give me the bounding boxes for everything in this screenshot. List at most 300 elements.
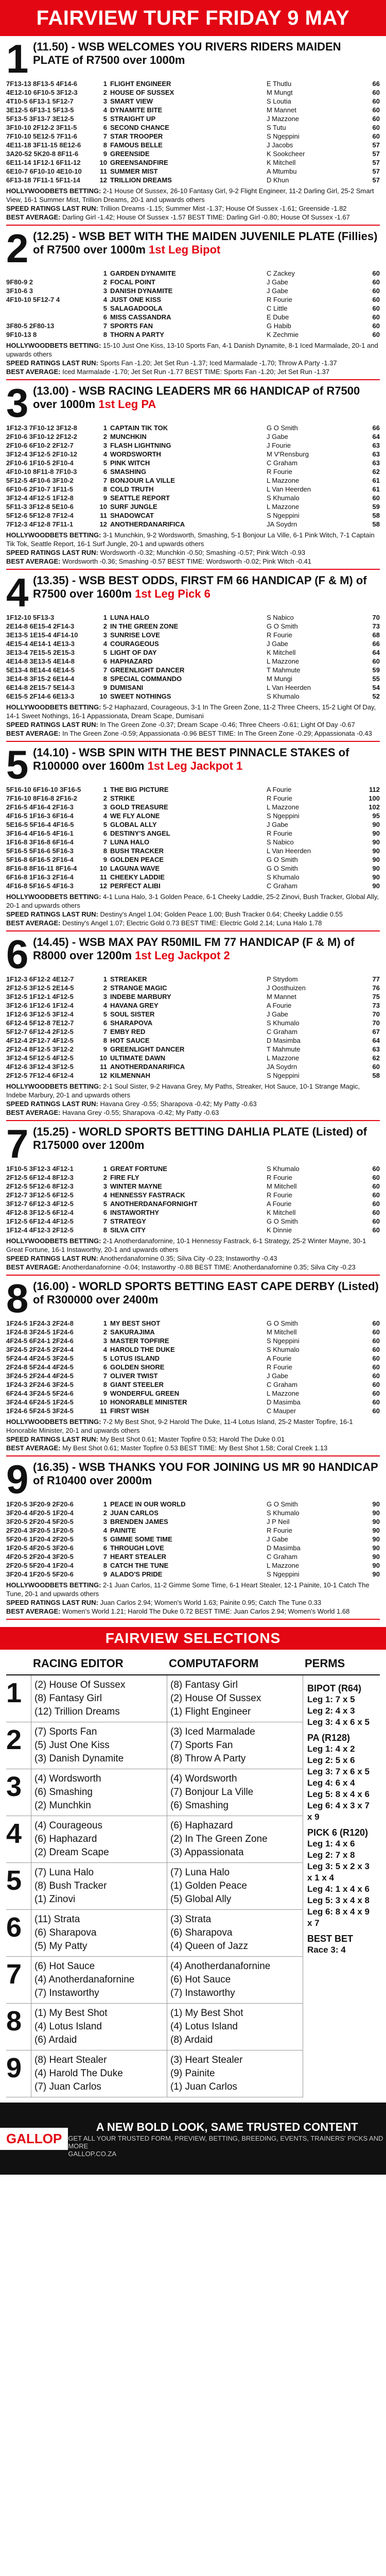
runner-row xyxy=(6,1036,380,1045)
runner-rating: 64 xyxy=(372,649,380,656)
runner-number: 4 xyxy=(103,1191,107,1199)
runner-jockey: J Oosthuizen xyxy=(267,984,306,992)
note-text: Wordsworth -0.32; Munchkin -0.50; Smashing -0.57; Pink Witch -0.93 xyxy=(100,549,306,556)
note-label: SPEED RATINGS LAST RUN: xyxy=(6,1599,98,1606)
runner-number: 2 xyxy=(103,1509,107,1517)
perm-line: Leg 4: 1 x 4 x 6 xyxy=(307,1884,370,1894)
runner-jockey: E Dube xyxy=(267,313,289,321)
race-header xyxy=(6,1121,380,1166)
runner-rating: 90 xyxy=(372,1562,380,1569)
note-label: BEST AVERAGE: xyxy=(6,1109,61,1116)
runner-number: 5 xyxy=(103,1535,107,1543)
runner-rating: 60 xyxy=(372,287,380,295)
selection-pick: (8) Fantasy Girl xyxy=(34,1693,102,1704)
runner-rating: 54 xyxy=(372,684,380,691)
runner-rating: 112 xyxy=(369,786,380,793)
race-number: 1 xyxy=(6,36,29,81)
runner-number: 6 xyxy=(103,1363,107,1371)
runner-jockey: J Gabe xyxy=(267,1010,288,1018)
note-text: In The Green Zone -0.59; Appassionata -0.96 BEST TIME: In The Green Zone -0.29; Appassionata -0.43 xyxy=(62,730,372,737)
runner-rating: 60 xyxy=(372,1381,380,1388)
race-block xyxy=(6,36,380,226)
selection-pick: (2) Dream Scape xyxy=(34,1847,109,1858)
runner-row xyxy=(6,450,380,459)
runner-name: THORN A PARTY xyxy=(110,331,164,338)
runner-jockey: R Fourie xyxy=(267,1363,292,1371)
runner-number: 1 xyxy=(103,1500,107,1508)
runner-form: 2F12-5 5F12-6 8F12-3 xyxy=(6,1182,74,1190)
note-label: SPEED RATINGS LAST RUN: xyxy=(6,1435,98,1443)
runner-number: 9 xyxy=(103,150,107,158)
selection-pick: (5) Global Ally xyxy=(170,1894,232,1905)
selection-pick: (1) Flight Engineer xyxy=(170,1706,251,1717)
runner-number: 6 xyxy=(103,1209,107,1216)
selection-pick: (4) Lotus Island xyxy=(170,2021,238,2032)
runner-row xyxy=(6,992,380,1001)
runner-jockey: M Mannet xyxy=(267,993,296,1001)
runner-rating: 60 xyxy=(372,1337,380,1345)
runner-rating: 100 xyxy=(369,794,380,802)
runner-name: FIRE FLY xyxy=(110,1174,139,1181)
runner-name: TRILLION DREAMS xyxy=(110,176,172,184)
runner-form: 4E14-8 3E13-5 4E14-8 xyxy=(6,657,75,665)
runner-number: 3 xyxy=(103,442,107,449)
selection-race-number: 2 xyxy=(6,1722,31,1769)
runner-rating: 60 xyxy=(372,1200,380,1208)
selections-header: RACING EDITOR xyxy=(31,1653,167,1675)
runner-form: 4F16-8 5F16-5 4F16-3 xyxy=(6,882,74,890)
race-block xyxy=(6,570,380,742)
runner-form: 6F13-18 7F11-1 5F11-14 xyxy=(6,176,80,184)
perm-line: Leg 3: 5 x 2 x 3 x 1 x 4 xyxy=(307,1861,370,1883)
runner-name: HAROLD THE DUKE xyxy=(110,1346,175,1353)
runner-rating: 60 xyxy=(372,1354,380,1362)
runner-row xyxy=(6,1319,380,1328)
note-label: HOLLYWOODBETS BETTING: xyxy=(6,187,101,195)
runner-row xyxy=(6,313,380,321)
runner-name: DYNAMITE BITE xyxy=(110,106,163,114)
runner-number: 11 xyxy=(100,1407,107,1415)
race-note xyxy=(6,1263,380,1272)
runner-jockey: T Mahmute xyxy=(267,666,301,674)
runner-name: SECOND CHANCE xyxy=(110,124,169,131)
runner-rating: 57 xyxy=(372,141,380,149)
race-header xyxy=(6,570,380,615)
runner-name: GREENSIDE xyxy=(110,150,150,158)
runner-form: 3F12-7 6F12-3 4F12-5 xyxy=(6,1200,74,1208)
selection-pick: (3) Danish Dynamite xyxy=(34,1753,124,1764)
race-notes xyxy=(6,1417,380,1452)
race-note xyxy=(6,367,380,376)
runner-name: GOLD TREASURE xyxy=(110,803,168,811)
runner-jockey: C Graham xyxy=(267,1553,297,1561)
runner-row xyxy=(6,622,380,631)
runner-row xyxy=(6,286,380,295)
runner-jockey: M Mannet xyxy=(267,106,296,114)
runner-rating: 90 xyxy=(372,1509,380,1517)
runner-row xyxy=(6,639,380,648)
runner-name: MY BEST SHOT xyxy=(110,1319,161,1327)
runner-name: SUNRISE LOVE xyxy=(110,631,160,639)
selection-pick: (4) Wordsworth xyxy=(170,1773,237,1784)
race-number: 8 xyxy=(6,1276,29,1321)
perm-line: Leg 2: 4 x 3 xyxy=(307,1706,355,1716)
race-leg-label: 1st Leg Bipot xyxy=(149,243,221,256)
runner-rating: 70 xyxy=(372,1019,380,1027)
runner-rating: 63 xyxy=(372,450,380,458)
runner-name: FOCAL POINT xyxy=(110,278,155,286)
selections-header-blank xyxy=(6,1653,31,1675)
perm-line: Leg 5: 8 x 4 x 6 xyxy=(307,1789,370,1799)
selection-pick: (4) Harold The Duke xyxy=(34,2068,123,2079)
note-text: 4-1 Luna Halo, 3-1 Golden Peace, 6-1 Cheeky Laddie, 25-2 Zinovi, Bush Tracker, Global Ally, 20-1 and upwards others xyxy=(6,893,379,909)
note-text: 2-1 Soul Sister, 9-2 Havana Grey, My Paths, Streaker, Hot Sauce, 10-1 Strange Magic, Indebe Marbury, 20-1 and upwards others xyxy=(6,1082,360,1099)
runner-form: 3F80-5 2F80-13 xyxy=(6,322,55,330)
race-leg-label: 1st Leg PA xyxy=(98,398,156,411)
ad-subtext: GET ALL YOUR TRUSTED FORM, PREVIEW, BETTING, BREEDING, EVENTS, TRAINERS' PICKS AND MORE xyxy=(68,2134,383,2150)
runner-rating: 95 xyxy=(372,812,380,820)
selection-race-number: 6 xyxy=(6,1910,31,1957)
runner-form: 5F12-5 4F10-6 3F10-2 xyxy=(6,477,74,484)
runner-form: 9F10-13 8 xyxy=(6,331,37,338)
runner-form: 4F10-10 5F12-7 4 xyxy=(6,296,60,303)
note-text: 5-2 Haphazard, Courageous, 3-1 In The Green Zone, 11-2 Three Cheers, 15-2 Light Of Day, 14-1 Sweet Nothings, 16-1 Appassionata, Dream Scape, Dumisani xyxy=(6,703,376,720)
runner-row xyxy=(6,692,380,701)
race-notes xyxy=(6,341,380,376)
runner-name: COURAGEOUS xyxy=(110,640,159,648)
runner-form: 4F12-4 2F12-7 4F12-5 xyxy=(6,1037,74,1044)
runner-name: ANOTHERDANARIFICA xyxy=(110,520,185,528)
runner-jockey: A Fourie xyxy=(267,1354,292,1362)
runner-number: 1 xyxy=(103,786,107,793)
runner-jockey: R Fourie xyxy=(267,794,292,802)
runner-rating: 63 xyxy=(372,1045,380,1053)
race-title xyxy=(33,230,380,257)
runner-rating: 90 xyxy=(372,882,380,890)
runner-rating: 60 xyxy=(372,1217,380,1225)
runner-form: 1F24-8 3F24-5 1F24-6 xyxy=(6,1328,74,1336)
runner-rating: 55 xyxy=(372,675,380,683)
runner-rating: 64 xyxy=(372,433,380,440)
runner-name: SPECIAL COMMANDO xyxy=(110,675,182,683)
runner-row xyxy=(6,1062,380,1071)
runner-number: 7 xyxy=(103,1372,107,1380)
runner-row xyxy=(6,794,380,803)
runner-row xyxy=(6,269,380,278)
runner-form: 4E15-4 4E14-1 4E13-3 xyxy=(6,640,75,648)
selection-pick: (6) Ardaid xyxy=(34,2035,77,2045)
runner-number: 9 xyxy=(103,1570,107,1578)
race-title xyxy=(33,936,380,962)
runner-row xyxy=(6,1328,380,1336)
selection-pick: (1) My Best Shot xyxy=(34,2008,108,2019)
runner-row xyxy=(6,1363,380,1371)
runner-jockey: K Mitchell xyxy=(267,649,296,656)
runner-rating: 60 xyxy=(372,331,380,338)
race-note xyxy=(6,187,380,204)
race-header xyxy=(6,1276,380,1321)
runner-jockey: E Thutlu xyxy=(267,80,292,88)
runner-name: STRANGE MAGIC xyxy=(110,984,167,992)
runner-name: OLIVER TWIST xyxy=(110,1372,158,1380)
runner-rating: 61 xyxy=(372,477,380,484)
race-note xyxy=(6,204,380,213)
runner-name: MISS CASSANDRA xyxy=(110,313,171,321)
note-text: Havana Grey -0.55; Sharapova -0.42; My Patty -0.63 xyxy=(62,1109,219,1116)
runner-form: 5F12-6 5F12-8 7F12-4 xyxy=(6,512,74,519)
runner-form: 1F20-5 4F20-5 3F20-6 xyxy=(6,1544,74,1552)
note-label: BEST AVERAGE: xyxy=(6,1607,61,1615)
runner-form: 6F16-8 1F16-3 2F16-4 xyxy=(6,873,74,881)
runner-rating: 60 xyxy=(372,304,380,312)
runner-rating: 90 xyxy=(372,1535,380,1543)
runner-name: ANOTHERDANARIFICA xyxy=(110,1063,185,1071)
runner-form: 6E10-7 6F10-10 4E10-10 xyxy=(6,167,82,175)
note-text: 3-1 Munchkin, 9-2 Wordsworth, Smashing, 5-1 Bonjour La Ville, 6-1 Pink Witch, 7-1 Captain Tik Tok, Seattle Report, 16-1 Surf Jungle, 20-1 and upwards others xyxy=(6,531,375,548)
note-label: SPEED RATINGS LAST RUN: xyxy=(6,205,98,212)
runner-rating: 64 xyxy=(372,1037,380,1044)
race-leg-label: 1st Leg Pick 6 xyxy=(135,587,210,600)
runner-number: 6 xyxy=(103,657,107,665)
computaform-picks xyxy=(167,2050,303,2097)
racing-editor-picks xyxy=(31,1769,167,1816)
runner-rating: 90 xyxy=(372,1500,380,1508)
runner-form: 5F16-8 6F16-5 2F16-4 xyxy=(6,856,74,863)
runner-name: INDEBE MARBURY xyxy=(110,993,171,1001)
runner-number: 7 xyxy=(103,838,107,846)
selection-pick: (7) Instaworthy xyxy=(34,1988,99,1998)
runner-form: 1F24-6 5F24-5 3F24-5 xyxy=(6,1407,74,1415)
selections-header: PERMS xyxy=(303,1653,380,1675)
computaform-picks xyxy=(167,1910,303,1957)
runner-name: PINK WITCH xyxy=(110,459,150,467)
gallop-ad[interactable] xyxy=(0,2103,386,2175)
runner-number: 10 xyxy=(99,865,107,872)
runner-row xyxy=(6,485,380,494)
runner-rating: 66 xyxy=(372,424,380,432)
runner-form: 3F20-5 2F20-4 5F20-5 xyxy=(6,1518,74,1526)
runner-number: 1 xyxy=(103,975,107,983)
runner-name: GOLDEN PEACE xyxy=(110,856,164,863)
runner-row xyxy=(6,838,380,846)
runner-number: 8 xyxy=(103,141,107,149)
runner-form: 3E12-5 6F13-1 5F13-5 xyxy=(6,106,74,114)
note-text: 2-1 Anotherdanafornine, 10-1 Hennessy Fastrack, 6-1 Strategy, 25-2 Winter Mayne, 30-1 Great Fortune, 16-1 Instaworthy, 20-1 and upwards others xyxy=(6,1237,366,1253)
runner-form: 4E11-18 3F11-15 8E12-6 xyxy=(6,141,81,149)
runner-jockey: L Mazzone xyxy=(267,1389,300,1397)
note-label: SPEED RATINGS LAST RUN: xyxy=(6,721,98,728)
runner-jockey: K Sookcheer xyxy=(267,150,305,158)
runner-jockey: R Fourie xyxy=(267,829,292,837)
selection-pick: (3) Strata xyxy=(170,1914,212,1925)
computaform-picks xyxy=(167,1863,303,1910)
runner-name: STRATEGY xyxy=(110,1217,146,1225)
runner-number: 5 xyxy=(103,459,107,467)
perm-title: BEST BET xyxy=(307,1934,354,1944)
runner-list xyxy=(6,975,380,1080)
runner-number: 10 xyxy=(99,159,107,166)
note-text: Destiny's Angel 1.04; Golden Peace 1.00; Bush Tracker 0.64; Cheeky Laddie 0.55 xyxy=(100,910,343,918)
runner-rating: 57 xyxy=(372,167,380,175)
runner-number: 8 xyxy=(103,847,107,855)
runner-row xyxy=(6,1561,380,1570)
race-title-text: (16.00) - WORLD SPORTS BETTING EAST CAPE DERBY (Listed) of R300000 over 2400m xyxy=(33,1280,379,1306)
race-notes xyxy=(6,1236,380,1272)
selection-pick: (6) Hot Sauce xyxy=(34,1961,95,1972)
runner-jockey: A Fourie xyxy=(267,1200,292,1208)
runner-name: EMBY RED xyxy=(110,1028,146,1036)
note-label: BEST AVERAGE: xyxy=(6,730,61,737)
runner-jockey: J Mazzone xyxy=(267,115,299,123)
runner-row xyxy=(6,1010,380,1019)
runner-rating: 60 xyxy=(372,1407,380,1415)
runner-number: 1 xyxy=(103,269,107,277)
runner-rating: 90 xyxy=(372,1553,380,1561)
runner-form: 2F20-5 5F20-4 1F20-4 xyxy=(6,1562,74,1569)
selection-pick: (7) Instaworthy xyxy=(170,1988,235,1998)
runner-rating: 60 xyxy=(372,132,380,140)
runner-number: 6 xyxy=(103,468,107,476)
runner-form: 2F10-6 3F10-12 2F12-2 xyxy=(6,433,78,440)
runner-rating: 60 xyxy=(372,1191,380,1199)
runner-row xyxy=(6,1354,380,1363)
runner-row xyxy=(6,278,380,286)
runner-form: 7F13-13 8F13-5 4F14-6 xyxy=(6,80,78,88)
runner-number: 2 xyxy=(103,1174,107,1181)
runner-row xyxy=(6,1045,380,1054)
note-text: Trillion Dreams -1.15; Summer Mist -1.37; House Of Sussex -1.61; Greenside -1.82 xyxy=(100,205,347,212)
runner-number: 4 xyxy=(103,450,107,458)
runner-name: GLOBAL ALLY xyxy=(110,821,157,828)
selection-pick: (6) Smashing xyxy=(34,1787,93,1798)
runner-row xyxy=(6,984,380,992)
runner-name: CHEEKY LADDIE xyxy=(110,873,165,881)
ad-url[interactable]: GALLOP.CO.ZA xyxy=(68,2149,117,2158)
runner-rating: 90 xyxy=(372,847,380,855)
runner-name: BUSH TRACKER xyxy=(110,847,164,855)
race-block xyxy=(6,742,380,931)
runner-row xyxy=(6,1164,380,1173)
runner-name: GREENSANDFIRE xyxy=(110,159,168,166)
runner-jockey: S Ngeppini xyxy=(267,512,300,519)
runner-row xyxy=(6,1544,380,1552)
runner-number: 12 xyxy=(99,1072,107,1079)
runner-form: 4E12-10 6F10-5 3F12-3 xyxy=(6,89,78,96)
runner-row xyxy=(6,1336,380,1345)
runner-number: 4 xyxy=(103,812,107,820)
runner-rating: 60 xyxy=(372,1226,380,1234)
note-text: 7-2 My Best Shot, 9-2 Harold The Duke, 11-4 Lotus Island, 25-2 Master Topfire, 16-1 Honorable Minister, 20-1 and upwards others xyxy=(6,1418,353,1434)
runner-number: 11 xyxy=(100,167,107,175)
runner-row xyxy=(6,1371,380,1380)
runner-name: IN THE GREEN ZONE xyxy=(110,622,179,630)
computaform-picks xyxy=(167,1769,303,1816)
runner-jockey: S Khumalo xyxy=(267,692,300,700)
runner-form: 3F12-4 5F12-5 4F12-5 xyxy=(6,1054,74,1062)
runner-number: 3 xyxy=(103,1337,107,1345)
runner-jockey: L Van Heerden xyxy=(267,847,311,855)
selection-race-number: 1 xyxy=(6,1675,31,1722)
runner-rating: 59 xyxy=(372,503,380,511)
runner-number: 3 xyxy=(103,97,107,105)
runner-row xyxy=(6,1380,380,1389)
runner-form: 3E14-8 3F15-2 6E14-4 xyxy=(6,675,75,683)
runner-form: 2F12-5 7F12-4 6F12-4 xyxy=(6,1072,74,1079)
runner-number: 10 xyxy=(99,503,107,511)
note-label: BEST AVERAGE: xyxy=(6,1263,61,1271)
note-label: SPEED RATINGS LAST RUN: xyxy=(6,359,98,367)
runner-jockey: C Little xyxy=(267,304,288,312)
runner-number: 5 xyxy=(103,649,107,656)
runner-row xyxy=(6,1535,380,1544)
runner-jockey: S Nabico xyxy=(267,614,294,621)
note-text: Anotherdanafornine 0.35; Silva City -0.23; Instaworthy -0.43 xyxy=(99,1255,277,1262)
runner-form: 8F16-8 8F16-11 8F16-4 xyxy=(6,865,77,872)
runner-jockey: L Van Heerden xyxy=(267,684,311,691)
selection-pick: (2) House Of Sussex xyxy=(170,1693,261,1704)
computaform-picks xyxy=(167,2004,303,2050)
runner-number: 7 xyxy=(103,1553,107,1561)
runner-jockey: J Gabe xyxy=(267,287,288,295)
runner-number: 2 xyxy=(103,1328,107,1336)
runner-rating: 60 xyxy=(372,1319,380,1327)
runner-row xyxy=(6,1173,380,1182)
runner-number: 8 xyxy=(103,485,107,493)
runner-row xyxy=(6,1517,380,1526)
runner-row xyxy=(6,1552,380,1561)
runner-form: 5E16-5 5F16-4 4F16-5 xyxy=(6,821,74,828)
runner-row xyxy=(6,855,380,864)
race-note xyxy=(6,919,380,927)
runner-jockey: L Van Heerden xyxy=(267,485,311,493)
runner-rating: 70 xyxy=(372,614,380,621)
runner-jockey: S Ngeppini xyxy=(267,1337,300,1345)
selection-pick: (8) Bush Tracker xyxy=(34,1880,107,1891)
runner-number: 4 xyxy=(103,1346,107,1353)
runner-form: 4F20-5 2F20-4 3F20-5 xyxy=(6,1553,74,1561)
race-note xyxy=(6,213,380,222)
runner-name: HOT SAUCE xyxy=(110,1037,150,1044)
runner-jockey: G O Smith xyxy=(267,622,298,630)
runner-name: DESTINY'S ANGEL xyxy=(110,829,170,837)
runner-number: 12 xyxy=(99,882,107,890)
runner-jockey: S Ngeppini xyxy=(267,812,300,820)
runner-form: 2F10-6 1F10-5 2F10-4 xyxy=(6,459,74,467)
runner-row xyxy=(6,1570,380,1579)
runner-list xyxy=(6,1500,380,1579)
runner-name: THROUGH LOVE xyxy=(110,1544,164,1552)
selection-pick: (8) Throw A Party xyxy=(170,1753,246,1764)
selection-pick: (4) Courageous xyxy=(34,1820,103,1831)
runner-jockey: L Mazzone xyxy=(267,477,300,484)
runner-number: 11 xyxy=(100,1063,107,1071)
race-notes xyxy=(6,1581,380,1616)
runner-jockey: G O Smith xyxy=(267,1500,298,1508)
runner-name: BONJOUR LA VILLE xyxy=(110,477,175,484)
note-text: Darling Girl -1.42; House Of Sussex -1.57 BEST TIME: Darling Girl -0.80; House Of Sussex -1.67 xyxy=(62,213,350,221)
runner-name: FLASH LIGHTNING xyxy=(110,442,171,449)
runner-number: 2 xyxy=(103,622,107,630)
selection-pick: (6) Haphazard xyxy=(34,1834,97,1844)
race-note xyxy=(6,1598,380,1607)
runner-name: INSTAWORTHY xyxy=(110,1209,160,1216)
runner-jockey: S Ngeppini xyxy=(267,1570,300,1578)
runner-form: 1F12-3 6F12-2 4E12-7 xyxy=(6,975,74,983)
race-title-text: (12.25) - WSB BET WITH THE MAIDEN JUVENILE PLATE (Fillies) of R7500 over 1000m xyxy=(33,230,378,256)
race-title xyxy=(33,574,380,601)
runner-jockey: A Fourie xyxy=(267,1002,292,1009)
runner-jockey: G O Smith xyxy=(267,1217,298,1225)
